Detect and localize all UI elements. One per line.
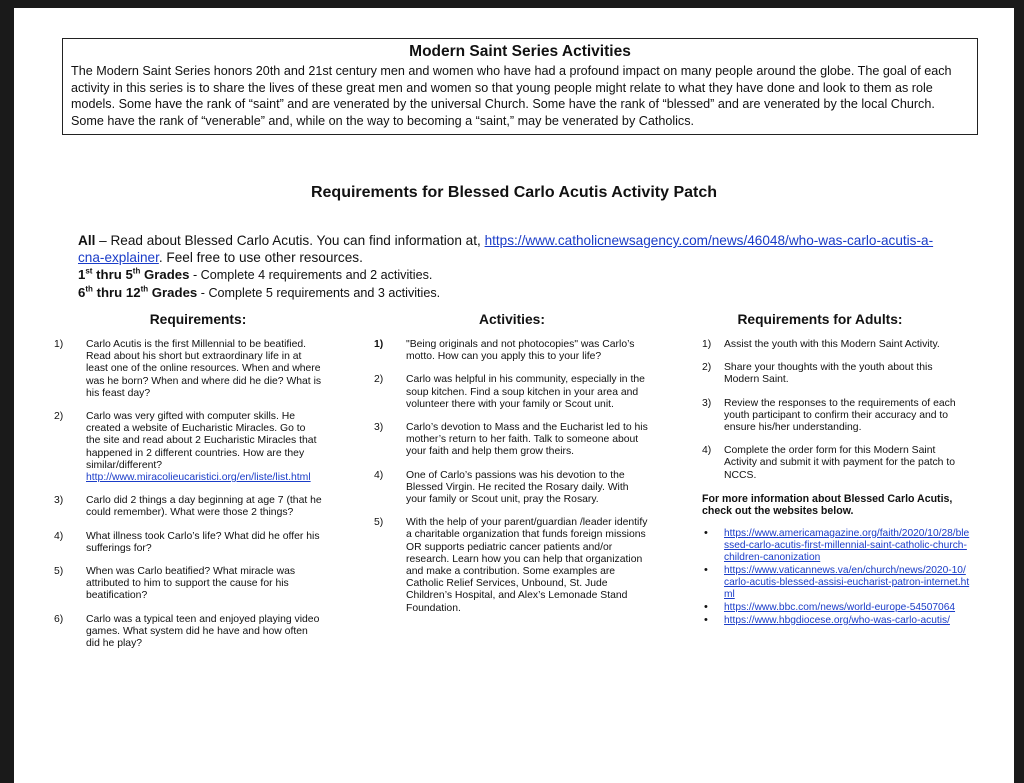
adults-column <box>702 312 970 628</box>
grade-line-1: 1st thru 5th Grades - Complete 4 requirements and 2 activities. <box>78 266 433 282</box>
patch-title: Requirements for Blessed Carlo Acutis Activity Patch <box>310 184 718 201</box>
bbc-link[interactable]: https://www.bbc.com/news/world-europe-54507064 <box>724 601 956 613</box>
list-item <box>702 615 970 627</box>
intro-box <box>62 38 978 135</box>
list-item: 2) Carlo was helpful in his community, especially in the soup kitchen. Find a soup kitchen in your area and volunteer there with your family or Scout unit. <box>374 374 645 410</box>
adults-list <box>702 339 970 482</box>
list-item: 2) Carlo was very gifted with computer skills. He created a website of Eucharistic Miracles. Go to the site and read about 2 Eucharistic Miracles that happened in 2 different countries. How are they similar/different? http://www.miracolieucaristici.org/en/liste/list.html <box>54 411 317 484</box>
list-item: 6) Carlo was a typical teen and enjoyed playing video games. What system did he have and how often did he play? <box>54 613 320 650</box>
hbg-diocese-link[interactable]: https://www.hbgdiocese.org/who-was-carlo-acutis/ <box>724 614 950 626</box>
requirements-list <box>54 339 322 650</box>
all-label: All <box>78 233 96 248</box>
adults-heading: Requirements for Adults: <box>737 312 903 327</box>
intro-title: Modern Saint Series Activities <box>409 43 631 60</box>
list-item: 2) Share your thoughts with the youth about this Modern Saint. <box>702 362 933 386</box>
bullet-icon: • <box>704 600 708 613</box>
list-item: 4) What illness took Carlo’s life? What did he offer his sufferings for? <box>54 530 320 554</box>
all-block <box>78 232 958 302</box>
activities-column <box>374 312 650 626</box>
all-instructions <box>78 232 958 266</box>
activities-list <box>374 339 650 615</box>
list-item: 1) Assist the youth with this Modern Saint Activity. <box>702 339 940 350</box>
resource-links <box>702 528 970 627</box>
list-item: 3) Carlo’s devotion to Mass and the Eucharist led to his mother’s return to her faith. Talk to someone about your faith and help them grow theirs. <box>374 422 648 458</box>
grade-line-2: 6th thru 12th Grades - Complete 5 requirements and 3 activities. <box>78 284 441 300</box>
list-item: 5) With the help of your parent/guardian /leader identify a charitable organization that funds foreign missions OR supports pediatric cancer patients and/or research. Learn how you can help that organization and make a contribution. Some examples are Catholic Relief Services, Unbound, St. Jude Children’s Hospital, and Alex’s Lemonade Stand Foundation. <box>374 517 648 614</box>
list-item <box>702 528 970 564</box>
list-item: 4) One of Carlo’s passions was his devotion to the Blessed Virgin. He recited the Rosary daily. With your family or Scout unit, pray the Rosary. <box>374 469 629 506</box>
list-item <box>702 565 970 601</box>
list-item: 3) Review the responses to the requirements of each youth participant to confirm their accuracy and to ensure his/her understanding. <box>702 397 956 434</box>
america-magazine-link[interactable]: https://www.americamagazine.org/faith/2020/10/28/blessed-carlo-acutis-first-millennial-saint-catholic-church-children-canonization <box>724 527 970 563</box>
list-item <box>702 602 970 614</box>
bullet-icon: • <box>704 563 708 576</box>
list-item: 1) "Being originals and not photocopies" was Carlo’s motto. How can you apply this to your life? <box>374 339 635 363</box>
list-item: 5) When was Carlo beatified? What miracle was attributed to him to support the cause for his beatification? <box>54 566 296 602</box>
all-text-after: . Feel free to use other resources. <box>158 250 363 265</box>
vatican-news-link[interactable]: https://www.vaticannews.va/en/church/news/2020-10/carlo-acutis-blessed-assisi-eucharist-patron-internet.html <box>724 564 970 600</box>
all-text-before: – Read about Blessed Carlo Acutis. You can find information at, <box>95 233 485 248</box>
requirements-column <box>54 312 322 661</box>
list-item: 4) Complete the order form for this Modern Saint Activity and submit it with payment for the patch to NCCS. <box>702 445 956 481</box>
more-info-heading: For more information about Blessed Carlo Acutis, check out the websites below. <box>702 492 953 518</box>
bullet-icon: • <box>704 526 708 539</box>
bullet-icon: • <box>704 613 708 626</box>
requirements-heading: Requirements: <box>149 312 247 327</box>
list-item: 1) Carlo Acutis is the first Millennial to be beatified. Read about his short but extraordinary life in at least one of the online resources. When and where was he born? When and where did he die? What is his feast day? <box>54 339 322 399</box>
list-item: 3) Carlo did 2 things a day beginning at age 7 (that he could remember). What were those 2 things? <box>54 495 322 519</box>
miracles-link[interactable]: http://www.miracolieucaristici.org/en/liste/list.html <box>86 472 311 484</box>
document-page <box>14 8 1014 783</box>
cna-link[interactable]: https://www.catholicnewsagency.com/news/46048/who-was-carlo-acutis-a-cna-explainer <box>78 233 934 265</box>
activities-heading: Activities: <box>479 312 545 327</box>
intro-text: The Modern Saint Series honors 20th and 21st century men and women who have had a profound impact on many people around the globe. The goal of each activity in this series is to share the lives of these great men and women so that young people might relate to what they have done and look to them as role models. Some have the rank of “saint” and are venerated by the universal Church. Some have the rank of “blessed” and are venerated by the local Church. Some have the rank of “venerable” and, while on the way to becoming a “saint,” may be venerated by Catholics. <box>71 64 952 128</box>
